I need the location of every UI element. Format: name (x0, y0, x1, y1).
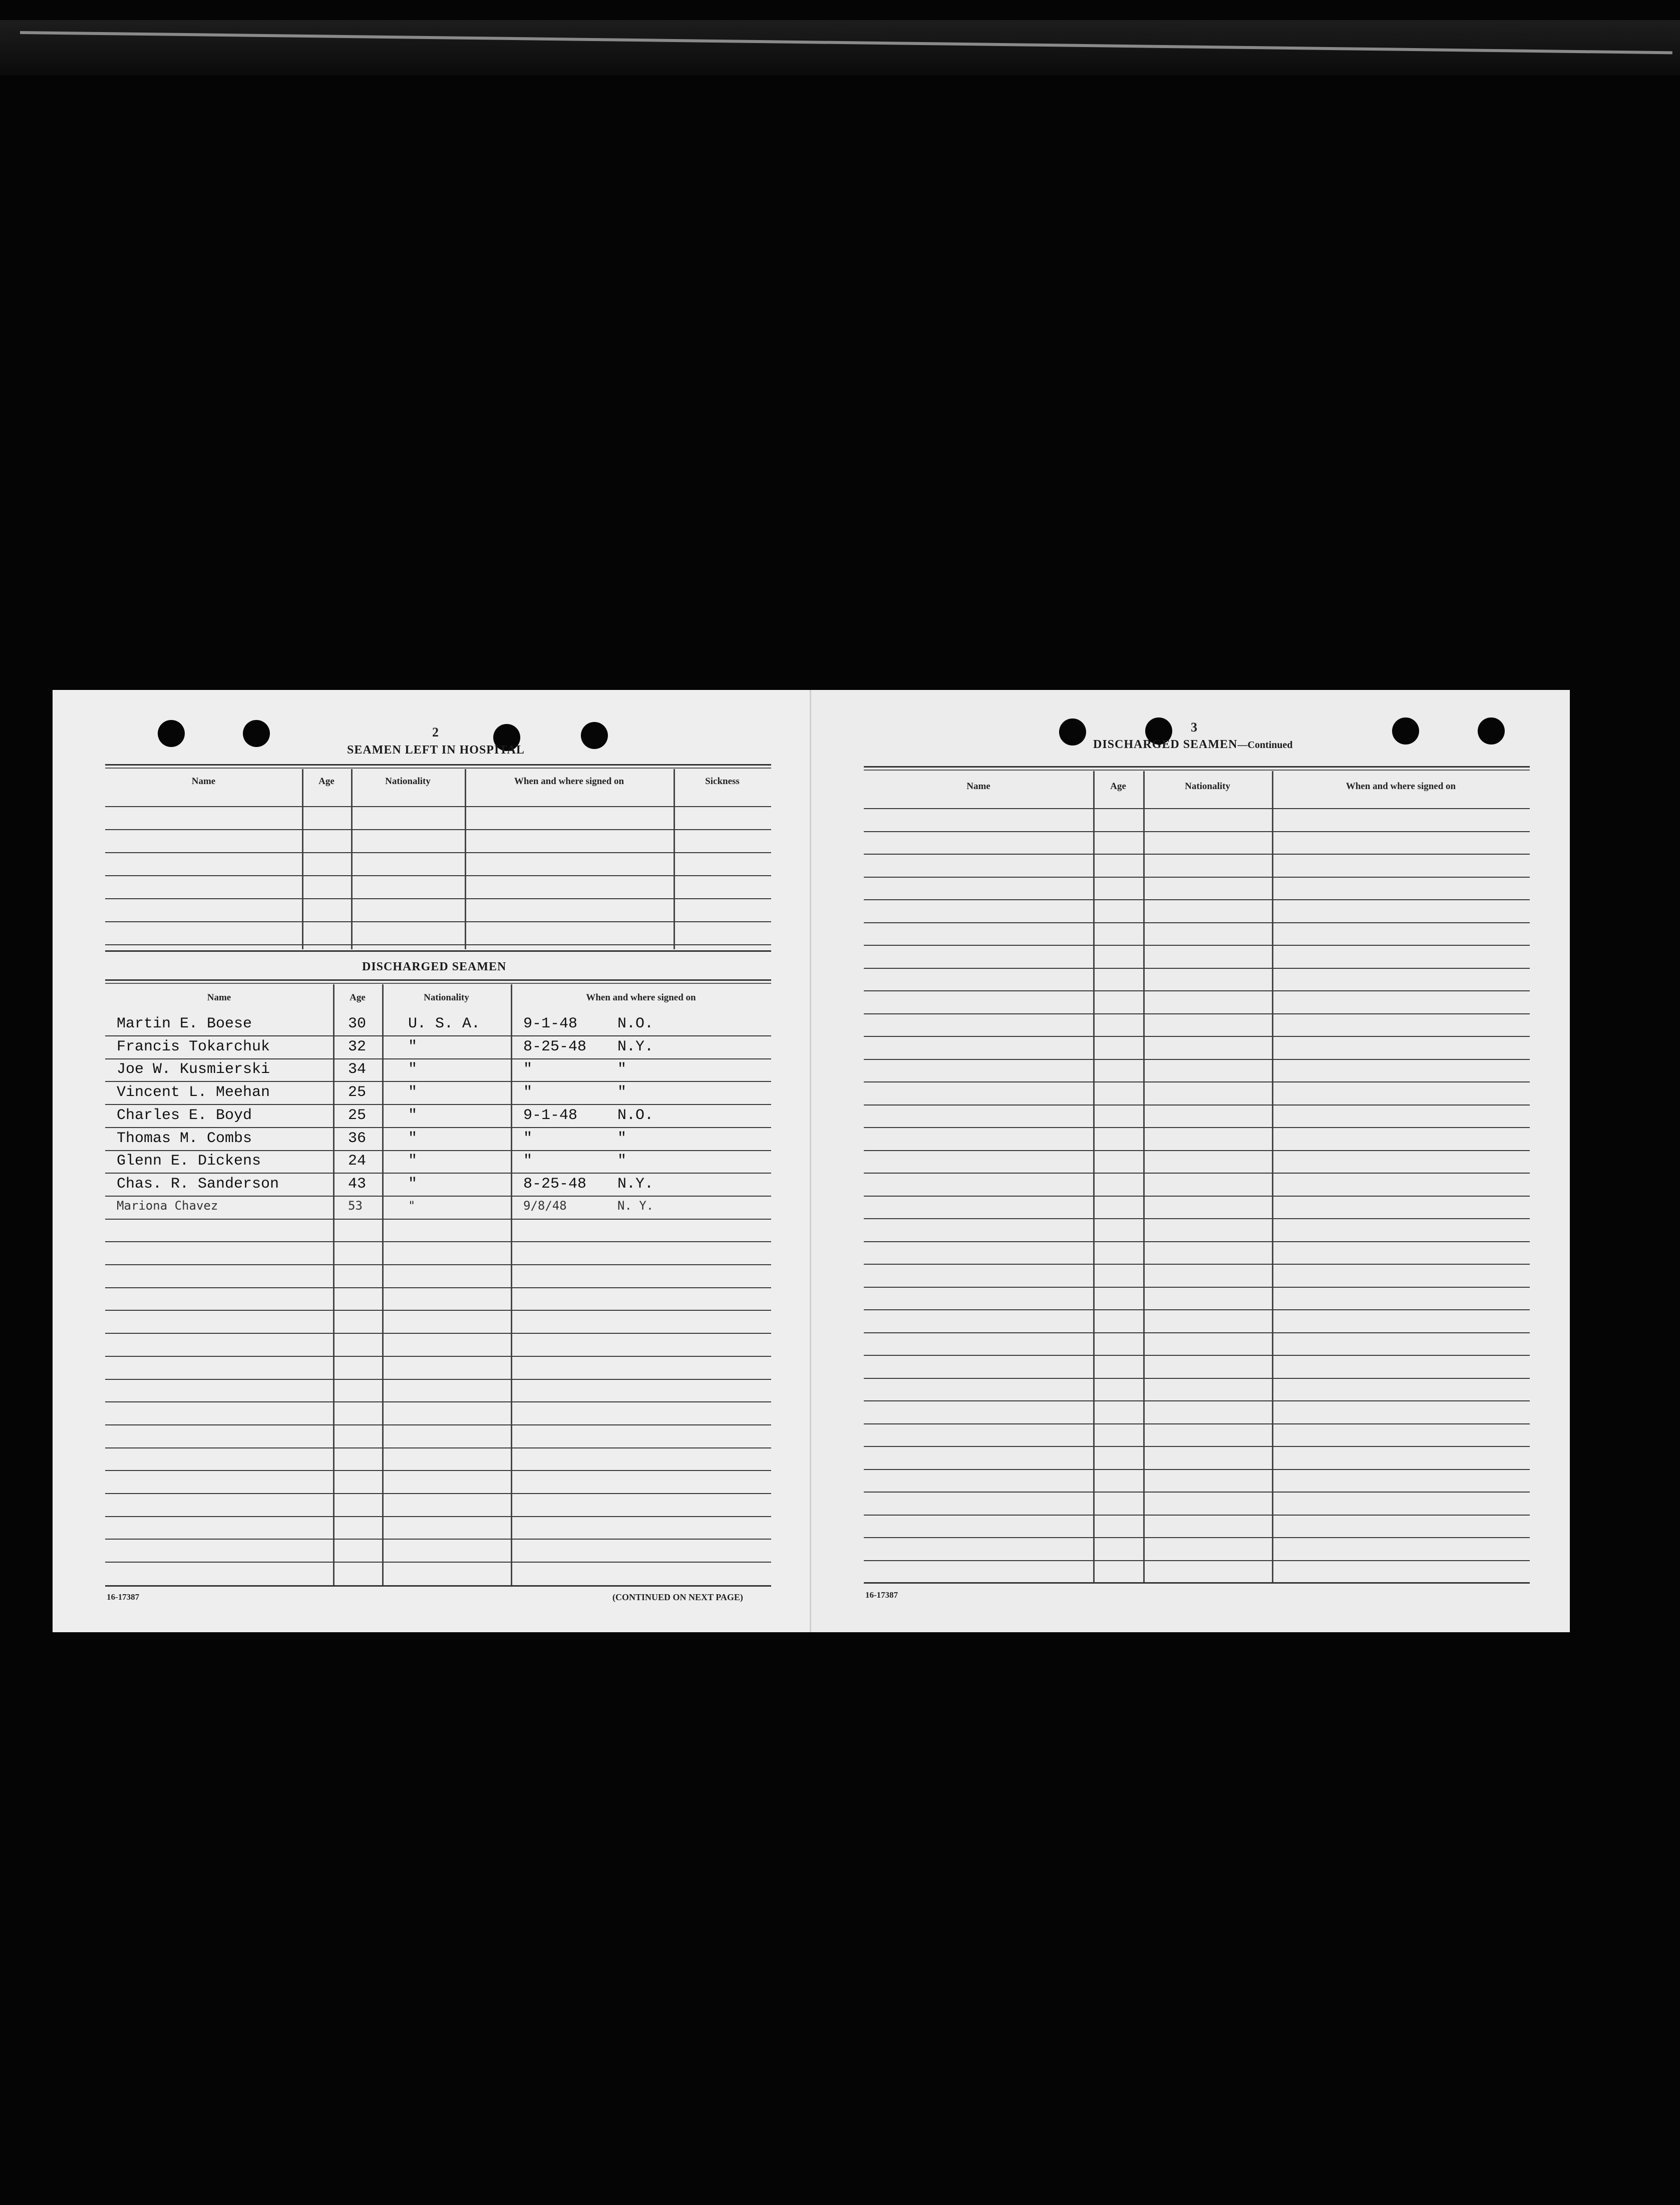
ruled-line (864, 1332, 1530, 1333)
seaman-nationality: U. S. A. (408, 1015, 481, 1032)
column-divider (333, 984, 334, 1585)
column-header-signed-on: When and where signed on (514, 776, 624, 787)
seaman-name: Mariona Chavez (117, 1198, 218, 1213)
hospital-section-title: SEAMEN LEFT IN HOSPITAL (347, 744, 525, 757)
ruled-line (864, 1287, 1530, 1288)
column-divider (302, 769, 303, 949)
ruled-line (864, 1196, 1530, 1197)
ruled-line (105, 1150, 771, 1151)
binder-hole (581, 722, 608, 749)
signed-on-place: " (617, 1153, 627, 1170)
column-header-name: Name (207, 992, 231, 1003)
ruled-line (864, 899, 1530, 900)
ruled-line (864, 1105, 1530, 1106)
seaman-name: Thomas M. Combs (117, 1130, 252, 1147)
ruled-line (105, 1310, 771, 1311)
signed-on-date: " (523, 1153, 533, 1170)
seaman-name: Glenn E. Dickens (117, 1153, 261, 1170)
ruled-line (864, 1515, 1530, 1516)
binder-hole (158, 720, 185, 747)
column-divider (382, 984, 384, 1585)
ruled-line (105, 829, 771, 830)
table-rule (105, 950, 771, 952)
ruled-line (864, 945, 1530, 946)
binder-hole (243, 720, 270, 747)
ruled-line (105, 1539, 771, 1540)
ruled-line (105, 1424, 771, 1425)
ruled-line (864, 1560, 1530, 1561)
table-rule (105, 768, 771, 769)
signed-on-place: N.O. (617, 1015, 654, 1032)
ruled-line (105, 1401, 771, 1402)
ruled-line (105, 898, 771, 899)
signed-on-date: 8-25-48 (523, 1175, 587, 1193)
scanner-edge (0, 20, 1680, 75)
ruled-line (864, 854, 1530, 855)
signed-on-date: 9-1-48 (523, 1107, 578, 1124)
ruled-line (864, 1492, 1530, 1493)
discharged-section-title: DISCHARGED SEAMEN (362, 960, 507, 973)
table-rule (864, 1582, 1530, 1584)
column-header-signed-on: When and where signed on (586, 992, 696, 1003)
seaman-nationality: " (408, 1198, 416, 1213)
ruled-line (864, 1355, 1530, 1356)
seaman-nationality: " (408, 1175, 418, 1193)
column-divider (465, 769, 466, 949)
column-header-age: Age (1110, 781, 1126, 792)
ruled-line (105, 852, 771, 853)
signed-on-date: 9/8/48 (523, 1198, 567, 1213)
column-divider (1272, 771, 1273, 1582)
page-number: 3 (1191, 720, 1197, 734)
seaman-age: 34 (348, 1061, 367, 1078)
seaman-age: 43 (348, 1175, 367, 1193)
signed-on-place: N.Y. (617, 1175, 654, 1193)
left-page (53, 690, 811, 1632)
signed-on-date: " (523, 1084, 533, 1101)
column-divider (1143, 771, 1145, 1582)
ruled-line (864, 1059, 1530, 1060)
continued-note: (CONTINUED ON NEXT PAGE) (612, 1592, 743, 1602)
ruled-line (864, 1241, 1530, 1242)
signed-on-date: 8-25-48 (523, 1038, 587, 1055)
column-header-nationality: Nationality (1185, 781, 1230, 792)
signed-on-place: " (617, 1084, 627, 1101)
ruled-line (864, 1081, 1530, 1082)
ruled-line (864, 1264, 1530, 1265)
ruled-line (864, 968, 1530, 969)
ruled-line (864, 922, 1530, 923)
ruled-line (105, 1470, 771, 1471)
ruled-line (864, 1537, 1530, 1538)
ruled-line (105, 1447, 771, 1448)
ruled-line (105, 1035, 771, 1036)
ruled-line (864, 1400, 1530, 1401)
seaman-name: Joe W. Kusmierski (117, 1061, 270, 1078)
discharged-continued-title (1093, 738, 1292, 752)
column-divider (511, 984, 512, 1585)
column-header-age: Age (318, 776, 334, 787)
seaman-age: 53 (348, 1198, 363, 1213)
signed-on-place: N. Y. (617, 1198, 654, 1213)
binder-hole (1392, 717, 1419, 745)
form-number: 16-17387 (865, 1590, 898, 1600)
signed-on-place: N.Y. (617, 1038, 654, 1055)
seaman-name: Charles E. Boyd (117, 1107, 252, 1124)
seaman-nationality: " (408, 1061, 418, 1078)
ruled-line (105, 1081, 771, 1082)
ruled-line (864, 1446, 1530, 1447)
ruled-line (864, 808, 1530, 809)
seaman-nationality: " (408, 1084, 418, 1101)
ruled-line (105, 1127, 771, 1128)
ruled-line (105, 1196, 771, 1197)
seaman-name: Vincent L. Meehan (117, 1084, 270, 1101)
column-header-name: Name (191, 776, 216, 787)
ruled-line (105, 1264, 771, 1265)
ruled-line (864, 831, 1530, 832)
ruled-line (864, 1309, 1530, 1310)
table-rule (105, 979, 771, 981)
signed-on-place: " (617, 1130, 627, 1147)
seaman-age: 24 (348, 1153, 367, 1170)
ruled-line (864, 1013, 1530, 1014)
right-page (811, 690, 1570, 1632)
seaman-nationality: " (408, 1153, 418, 1170)
ruled-line (105, 1058, 771, 1059)
ruled-line (105, 1356, 771, 1357)
seaman-name: Francis Tokarchuk (117, 1038, 270, 1055)
seaman-age: 25 (348, 1107, 367, 1124)
ruled-line (864, 1423, 1530, 1424)
table-rule (105, 1585, 771, 1587)
ruled-line (105, 1173, 771, 1174)
ruled-line (864, 1218, 1530, 1219)
signed-on-place: " (617, 1061, 627, 1078)
column-divider (674, 769, 675, 949)
table-rule (105, 764, 771, 766)
ruled-line (105, 875, 771, 876)
ruled-line (864, 1378, 1530, 1379)
seaman-nationality: " (408, 1038, 418, 1055)
ruled-line (105, 1379, 771, 1380)
table-rule (105, 983, 771, 984)
ruled-line (105, 1493, 771, 1494)
ruled-line (105, 1333, 771, 1334)
column-divider (1093, 771, 1095, 1582)
seaman-nationality: " (408, 1130, 418, 1147)
ruled-line (105, 806, 771, 807)
signed-on-date: 9-1-48 (523, 1015, 578, 1032)
seaman-name: Martin E. Boese (117, 1015, 252, 1032)
table-rule (864, 770, 1530, 771)
seaman-name: Chas. R. Sanderson (117, 1175, 279, 1193)
ruled-line (864, 1469, 1530, 1470)
title-suffix: —Continued (1237, 740, 1293, 751)
ruled-line (864, 1173, 1530, 1174)
signed-on-date: " (523, 1130, 533, 1147)
column-divider (351, 769, 353, 949)
seaman-nationality: " (408, 1107, 418, 1124)
column-header-age: Age (350, 992, 366, 1003)
column-header-signed-on: When and where signed on (1346, 781, 1456, 792)
seaman-age: 32 (348, 1038, 367, 1055)
signed-on-date: " (523, 1061, 533, 1078)
seaman-age: 30 (348, 1015, 367, 1032)
ruled-line (105, 1516, 771, 1517)
column-header-name: Name (966, 781, 990, 792)
ruled-line (105, 921, 771, 922)
binder-hole (1478, 717, 1505, 745)
table-rule (864, 766, 1530, 768)
ruled-line (105, 1104, 771, 1105)
ruled-line (864, 877, 1530, 878)
title-main: DISCHARGED SEAMEN (1093, 738, 1238, 751)
binder-hole (1059, 718, 1086, 746)
ruled-line (105, 1287, 771, 1288)
seaman-age: 25 (348, 1084, 367, 1101)
ruled-line (864, 1036, 1530, 1037)
column-header-nationality: Nationality (385, 776, 431, 787)
form-number: 16-17387 (107, 1592, 140, 1602)
ruled-line (864, 990, 1530, 991)
ruled-line (105, 1241, 771, 1242)
ruled-line (864, 1150, 1530, 1151)
seaman-age: 36 (348, 1130, 367, 1147)
ruled-line (864, 1127, 1530, 1128)
ruled-line (105, 1219, 771, 1220)
ruled-line (105, 1562, 771, 1563)
page-number: 2 (432, 725, 439, 740)
signed-on-place: N.O. (617, 1107, 654, 1124)
column-header-sickness: Sickness (705, 776, 740, 787)
ruled-line (105, 944, 771, 945)
column-header-nationality: Nationality (424, 992, 469, 1003)
